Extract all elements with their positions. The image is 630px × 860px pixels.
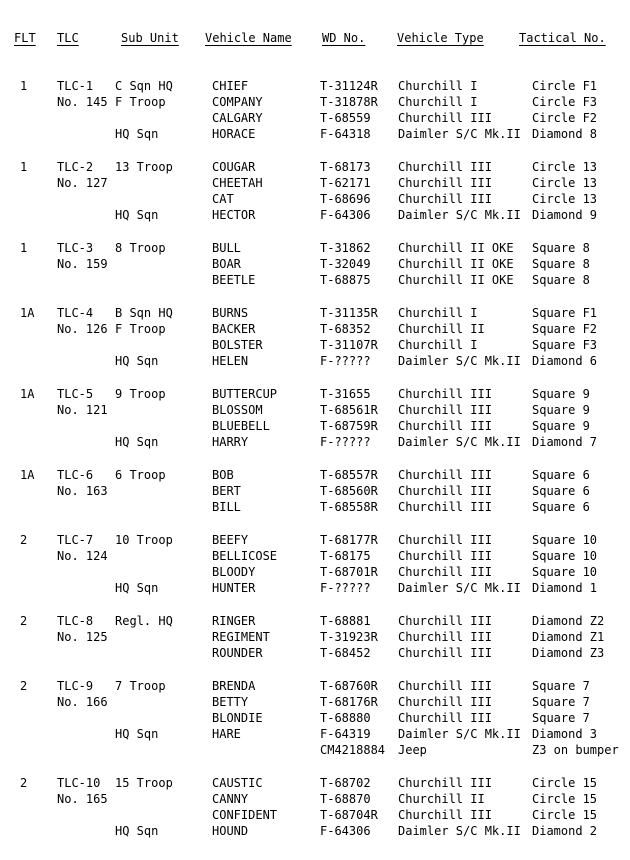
tactical-no-cell: Diamond 7: [532, 435, 598, 449]
sub-unit-cell: HQ Sqn: [115, 824, 159, 838]
flt-cell: 1A: [20, 468, 35, 482]
col-header-tactical-no: Tactical No.: [519, 31, 606, 45]
vehicle-row: [0, 256, 630, 272]
vehicle-type-cell: Jeep: [398, 743, 427, 757]
tactical-no-cell: Diamond 3: [532, 727, 598, 741]
tlc-cell: TLC-2: [57, 160, 94, 174]
tactical-no-cell: Diamond Z2: [532, 614, 605, 628]
wd-no-cell: T-62171: [320, 176, 371, 190]
vehicle-row: [0, 613, 630, 629]
vehicle-name-cell: HELEN: [212, 354, 249, 368]
flt-cell: 2: [20, 776, 28, 790]
tactical-no-cell: Square 8: [532, 241, 590, 255]
vehicle-row: [0, 207, 630, 223]
vehicle-row: [0, 807, 630, 823]
wd-no-cell: T-68557R: [320, 468, 378, 482]
vehicle-name-cell: BLOSSOM: [212, 403, 263, 417]
vehicle-type-cell: Churchill III: [398, 160, 492, 174]
vehicle-row: [0, 548, 630, 564]
tactical-no-cell: Square 10: [532, 565, 598, 579]
vehicle-name-cell: BLUEBELL: [212, 419, 270, 433]
tactical-no-cell: Diamond 6: [532, 354, 598, 368]
tactical-no-cell: Circle 15: [532, 808, 598, 822]
tactical-no-cell: Diamond 8: [532, 127, 598, 141]
tactical-no-cell: Circle F2: [532, 111, 598, 125]
tactical-no-cell: Square F3: [532, 338, 598, 352]
vehicle-name-cell: BOB: [212, 468, 234, 482]
tlc-number-cell: No. 159: [57, 257, 108, 271]
wd-no-cell: T-68696: [320, 192, 371, 206]
vehicle-row: [0, 775, 630, 791]
vehicle-name-cell: BLONDIE: [212, 711, 263, 725]
col-header-sub-unit: Sub Unit: [121, 31, 179, 45]
vehicle-type-cell: Churchill III: [398, 614, 492, 628]
flt-cell: 1A: [20, 387, 35, 401]
tactical-no-cell: Square 8: [532, 273, 590, 287]
tactical-no-cell: Square 10: [532, 533, 598, 547]
vehicle-name-cell: BETTY: [212, 695, 249, 709]
tlc-group: [0, 78, 630, 142]
tlc-group: [0, 240, 630, 288]
vehicle-row: [0, 629, 630, 645]
vehicle-type-cell: Churchill III: [398, 403, 492, 417]
vehicle-row: [0, 78, 630, 94]
tlc-number-cell: No. 165: [57, 792, 108, 806]
sub-unit-cell: 6 Troop: [115, 468, 166, 482]
wd-no-cell: T-68875: [320, 273, 371, 287]
wd-no-cell: T-68704R: [320, 808, 378, 822]
wd-no-cell: T-68352: [320, 322, 371, 336]
vehicle-type-cell: Churchill I: [398, 306, 478, 320]
wd-no-cell: F-?????: [320, 435, 371, 449]
vehicle-type-cell: Churchill III: [398, 630, 492, 644]
tlc-number-cell: No. 145: [57, 95, 108, 109]
vehicle-type-cell: Churchill III: [398, 468, 492, 482]
vehicle-name-cell: CONFIDENT: [212, 808, 278, 822]
vehicle-row: [0, 337, 630, 353]
tlc-cell: TLC-3: [57, 241, 94, 255]
vehicle-row: [0, 710, 630, 726]
vehicle-name-cell: BELLICOSE: [212, 549, 278, 563]
vehicle-row: [0, 499, 630, 515]
vehicle-type-cell: Churchill III: [398, 533, 492, 547]
tactical-no-cell: Diamond 1: [532, 581, 598, 595]
vehicle-name-cell: BILL: [212, 500, 241, 514]
wd-no-cell: T-68870: [320, 792, 371, 806]
vehicle-name-cell: BACKER: [212, 322, 256, 336]
tactical-no-cell: Square 9: [532, 403, 590, 417]
tlc-cell: TLC-9: [57, 679, 94, 693]
vehicle-name-cell: ROUNDER: [212, 646, 263, 660]
wd-no-cell: T-68173: [320, 160, 371, 174]
vehicle-row: [0, 240, 630, 256]
tactical-no-cell: Square 8: [532, 257, 590, 271]
wd-no-cell: T-31107R: [320, 338, 378, 352]
wd-no-cell: T-68561R: [320, 403, 378, 417]
wd-no-cell: T-31124R: [320, 79, 378, 93]
wd-no-cell: T-31655: [320, 387, 371, 401]
vehicle-type-cell: Daimler S/C Mk.II: [398, 727, 521, 741]
sub-unit-cell: Regl. HQ: [115, 614, 173, 628]
vehicle-type-cell: Daimler S/C Mk.II: [398, 581, 521, 595]
flt-cell: 2: [20, 533, 28, 547]
tlc-cell: TLC-4: [57, 306, 94, 320]
vehicle-name-cell: CAUSTIC: [212, 776, 263, 790]
vehicle-row: [0, 191, 630, 207]
wd-no-cell: T-31862: [320, 241, 371, 255]
vehicle-name-cell: CAT: [212, 192, 234, 206]
tlc-cell: TLC-5: [57, 387, 94, 401]
flt-cell: 1: [20, 79, 28, 93]
vehicle-row: [0, 823, 630, 839]
vehicle-name-cell: BURNS: [212, 306, 249, 320]
tlc-number-cell: No. 163: [57, 484, 108, 498]
sub-unit-cell: HQ Sqn: [115, 127, 159, 141]
wd-no-cell: F-64318: [320, 127, 371, 141]
vehicle-type-cell: Churchill II: [398, 322, 485, 336]
vehicle-row: [0, 726, 630, 742]
tlc-number-cell: No. 126: [57, 322, 108, 336]
vehicle-row: [0, 580, 630, 596]
sub-unit-cell: HQ Sqn: [115, 435, 159, 449]
tactical-no-cell: Square 7: [532, 679, 590, 693]
col-header-wd-no: WD No.: [322, 31, 366, 45]
wd-no-cell: T-68880: [320, 711, 371, 725]
vehicle-row: [0, 791, 630, 807]
vehicle-name-cell: COMPANY: [212, 95, 263, 109]
wd-no-cell: F-64306: [320, 208, 371, 222]
vehicle-name-cell: COUGAR: [212, 160, 256, 174]
tactical-no-cell: Z3 on bumper: [532, 743, 619, 757]
sub-unit-cell: HQ Sqn: [115, 208, 159, 222]
wd-no-cell: T-68177R: [320, 533, 378, 547]
tactical-no-cell: Square F2: [532, 322, 598, 336]
vehicle-type-cell: Daimler S/C Mk.II: [398, 435, 521, 449]
vehicle-type-cell: Churchill II OKE: [398, 257, 514, 271]
vehicle-name-cell: BOAR: [212, 257, 241, 271]
vehicle-type-cell: Daimler S/C Mk.II: [398, 127, 521, 141]
vehicle-row: [0, 402, 630, 418]
tlc-number-cell: No. 125: [57, 630, 108, 644]
vehicle-type-cell: Churchill III: [398, 192, 492, 206]
tactical-no-cell: Square 9: [532, 419, 590, 433]
vehicle-type-cell: Churchill III: [398, 484, 492, 498]
wd-no-cell: T-68759R: [320, 419, 378, 433]
vehicle-name-cell: BULL: [212, 241, 241, 255]
vehicle-row: [0, 94, 630, 110]
vehicle-row: [0, 532, 630, 548]
wd-no-cell: T-68558R: [320, 500, 378, 514]
tactical-no-cell: Square 6: [532, 484, 590, 498]
wd-no-cell: F-?????: [320, 581, 371, 595]
tactical-no-cell: Diamond 2: [532, 824, 598, 838]
sub-unit-cell: B Sqn HQ: [115, 306, 173, 320]
vehicle-type-cell: Daimler S/C Mk.II: [398, 208, 521, 222]
tactical-no-cell: Square 6: [532, 468, 590, 482]
vehicle-name-cell: BUTTERCUP: [212, 387, 278, 401]
vehicle-name-cell: CALGARY: [212, 111, 263, 125]
sub-unit-cell: 9 Troop: [115, 387, 166, 401]
sub-unit-cell: 8 Troop: [115, 241, 166, 255]
vehicle-name-cell: HARRY: [212, 435, 249, 449]
flt-cell: 1A: [20, 306, 35, 320]
wd-no-cell: T-68559: [320, 111, 371, 125]
tlc-group: [0, 467, 630, 515]
vehicle-row: [0, 321, 630, 337]
vehicle-row: [0, 645, 630, 661]
tactical-no-cell: Circle 15: [532, 792, 598, 806]
vehicle-type-cell: Churchill II: [398, 792, 485, 806]
vehicle-name-cell: RINGER: [212, 614, 256, 628]
sub-unit-cell: 10 Troop: [115, 533, 173, 547]
tlc-number-cell: No. 124: [57, 549, 108, 563]
vehicle-row: [0, 467, 630, 483]
vehicle-type-cell: Churchill III: [398, 176, 492, 190]
sub-unit-cell: 7 Troop: [115, 679, 166, 693]
vehicle-name-cell: BOLSTER: [212, 338, 263, 352]
wd-no-cell: T-68881: [320, 614, 371, 628]
vehicle-type-cell: Daimler S/C Mk.II: [398, 824, 521, 838]
vehicle-type-cell: Churchill I: [398, 338, 478, 352]
vehicle-name-cell: BRENDA: [212, 679, 256, 693]
tactical-no-cell: Circle 13: [532, 176, 598, 190]
tlc-group: [0, 305, 630, 369]
wd-no-cell: T-68702: [320, 776, 371, 790]
vehicle-name-cell: CANNY: [212, 792, 249, 806]
tlc-group: [0, 532, 630, 596]
vehicle-type-cell: Churchill III: [398, 679, 492, 693]
sub-unit-cell: 15 Troop: [115, 776, 173, 790]
wd-no-cell: T-68175: [320, 549, 371, 563]
tactical-no-cell: Diamond 9: [532, 208, 598, 222]
tactical-no-cell: Square 7: [532, 695, 590, 709]
vehicle-name-cell: HOUND: [212, 824, 249, 838]
vehicle-row: [0, 434, 630, 450]
tlc-cell: TLC-7: [57, 533, 94, 547]
vehicle-type-cell: Churchill II OKE: [398, 273, 514, 287]
vehicle-row: [0, 483, 630, 499]
vehicle-row: [0, 678, 630, 694]
vehicle-type-cell: Churchill III: [398, 500, 492, 514]
sub-unit-cell: F Troop: [115, 95, 166, 109]
vehicle-type-cell: Churchill II OKE: [398, 241, 514, 255]
table-header-row: [0, 30, 630, 46]
vehicle-type-cell: Daimler S/C Mk.II: [398, 354, 521, 368]
wd-no-cell: CM4218884: [320, 743, 386, 757]
sub-unit-cell: HQ Sqn: [115, 354, 159, 368]
vehicle-type-cell: Churchill I: [398, 95, 478, 109]
tlc-group: [0, 386, 630, 450]
wd-no-cell: T-68760R: [320, 679, 378, 693]
vehicle-row: [0, 175, 630, 191]
tlc-cell: TLC-1: [57, 79, 94, 93]
vehicle-type-cell: Churchill III: [398, 776, 492, 790]
vehicle-type-cell: Churchill III: [398, 808, 492, 822]
tactical-no-cell: Circle F1: [532, 79, 598, 93]
tlc-cell: TLC-10: [57, 776, 101, 790]
wd-no-cell: T-32049: [320, 257, 371, 271]
vehicle-type-cell: Churchill III: [398, 549, 492, 563]
wd-no-cell: F-?????: [320, 354, 371, 368]
vehicle-type-cell: Churchill III: [398, 111, 492, 125]
tlc-group: [0, 613, 630, 661]
col-header-vehicle-name: Vehicle Name: [205, 31, 292, 45]
tactical-no-cell: Square 10: [532, 549, 598, 563]
vehicle-row: [0, 418, 630, 434]
tlc-number-cell: No. 127: [57, 176, 108, 190]
vehicle-type-cell: Churchill III: [398, 646, 492, 660]
vehicle-name-cell: BEETLE: [212, 273, 256, 287]
flt-cell: 2: [20, 614, 28, 628]
vehicle-name-cell: BLOODY: [212, 565, 256, 579]
tactical-no-cell: Circle F3: [532, 95, 598, 109]
tlc-group: [0, 678, 630, 758]
vehicle-name-cell: HECTOR: [212, 208, 256, 222]
flt-cell: 1: [20, 241, 28, 255]
tlc-cell: TLC-8: [57, 614, 94, 628]
wd-no-cell: F-64306: [320, 824, 371, 838]
vehicle-row: [0, 353, 630, 369]
tlc-group: [0, 775, 630, 839]
sub-unit-cell: C Sqn HQ: [115, 79, 173, 93]
sub-unit-cell: HQ Sqn: [115, 581, 159, 595]
tactical-no-cell: Diamond Z1: [532, 630, 605, 644]
tactical-no-cell: Diamond Z3: [532, 646, 605, 660]
flt-cell: 2: [20, 679, 28, 693]
vehicle-row: [0, 110, 630, 126]
vehicle-row: [0, 742, 630, 758]
vehicle-name-cell: REGIMENT: [212, 630, 270, 644]
vehicle-row: [0, 564, 630, 580]
wd-no-cell: T-31135R: [320, 306, 378, 320]
vehicle-type-cell: Churchill III: [398, 711, 492, 725]
vehicle-row: [0, 272, 630, 288]
vehicle-name-cell: HARE: [212, 727, 241, 741]
sub-unit-cell: HQ Sqn: [115, 727, 159, 741]
tactical-no-cell: Circle 13: [532, 160, 598, 174]
vehicle-name-cell: BERT: [212, 484, 241, 498]
tactical-no-cell: Circle 15: [532, 776, 598, 790]
vehicle-type-cell: Churchill III: [398, 387, 492, 401]
tlc-cell: TLC-6: [57, 468, 94, 482]
vehicle-name-cell: HUNTER: [212, 581, 256, 595]
sub-unit-cell: 13 Troop: [115, 160, 173, 174]
tlc-group: [0, 159, 630, 223]
vehicle-name-cell: HORACE: [212, 127, 256, 141]
vehicle-type-cell: Churchill I: [398, 79, 478, 93]
tlc-number-cell: No. 166: [57, 695, 108, 709]
tactical-no-cell: Square 7: [532, 711, 590, 725]
vehicle-name-cell: CHIEF: [212, 79, 249, 93]
vehicle-name-cell: CHEETAH: [212, 176, 263, 190]
vehicle-row: [0, 159, 630, 175]
vehicle-type-cell: Churchill III: [398, 419, 492, 433]
vehicle-row: [0, 305, 630, 321]
table-body: [0, 78, 630, 839]
tactical-no-cell: Square 6: [532, 500, 590, 514]
wd-no-cell: T-68452: [320, 646, 371, 660]
flt-cell: 1: [20, 160, 28, 174]
wd-no-cell: T-68701R: [320, 565, 378, 579]
tlc-number-cell: No. 121: [57, 403, 108, 417]
col-header-flt: FLT: [14, 31, 36, 45]
col-header-vehicle-type: Vehicle Type: [397, 31, 484, 45]
vehicle-row: [0, 386, 630, 402]
wd-no-cell: T-68560R: [320, 484, 378, 498]
wd-no-cell: T-31878R: [320, 95, 378, 109]
vehicle-name-cell: BEEFY: [212, 533, 249, 547]
vehicle-type-cell: Churchill III: [398, 565, 492, 579]
vehicle-type-cell: Churchill III: [398, 695, 492, 709]
sub-unit-cell: F Troop: [115, 322, 166, 336]
tactical-no-cell: Circle 13: [532, 192, 598, 206]
wd-no-cell: T-68176R: [320, 695, 378, 709]
tactical-no-cell: Square F1: [532, 306, 598, 320]
wd-no-cell: T-31923R: [320, 630, 378, 644]
col-header-tlc: TLC: [57, 31, 79, 45]
tactical-no-cell: Square 9: [532, 387, 590, 401]
vehicle-row: [0, 694, 630, 710]
vehicle-row: [0, 126, 630, 142]
wd-no-cell: F-64319: [320, 727, 371, 741]
